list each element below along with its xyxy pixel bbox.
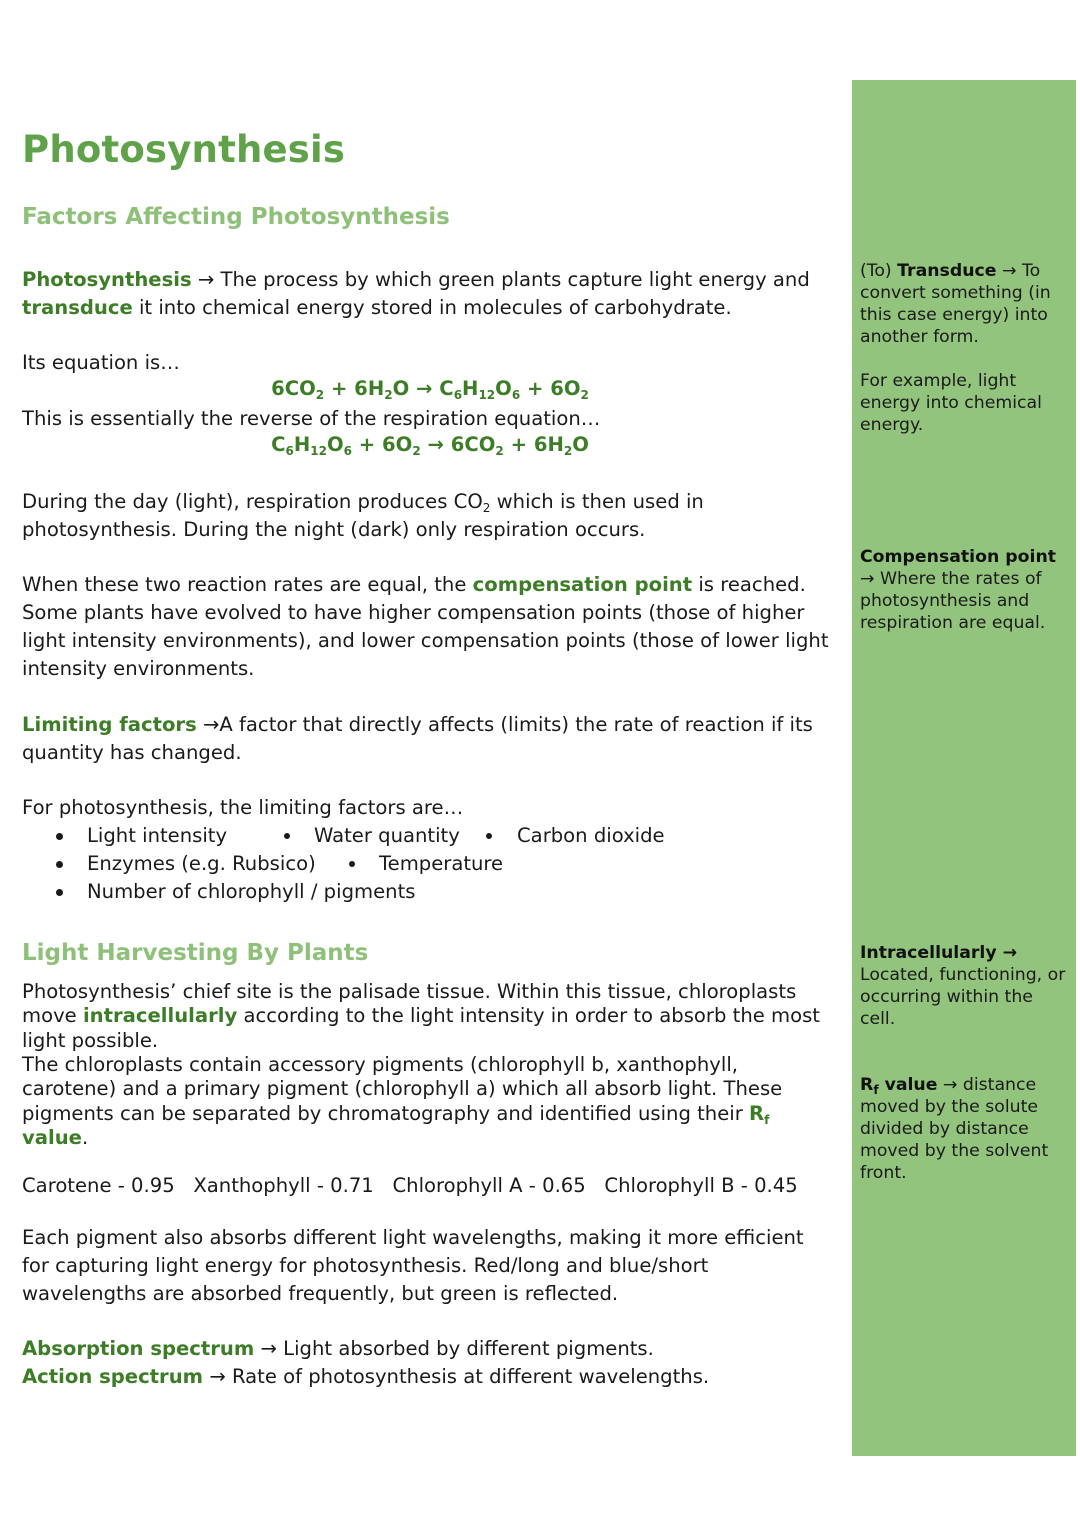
keyword-transduce: transduce xyxy=(22,296,133,319)
bullet-icon xyxy=(56,833,63,840)
respiration-equation: $C_6H_{12}O_6 + 6O_2 \to 6CO_2 + 6H_2O$ xyxy=(271,433,589,458)
bullet-icon xyxy=(56,861,63,868)
day-night-paragraph: During the day (light), respiration produces $CO_2$ which is then used in photosynthesis. During the night (dark) only respiration occurs. xyxy=(22,490,704,541)
equation-intro: Its equation is… xyxy=(22,351,180,374)
action-spectrum-definition: Action spectrum → Rate of photosynthesis at different wavelengths. xyxy=(22,1365,710,1388)
list-item: Carbon dioxide xyxy=(517,824,665,847)
list-item: Light intensity xyxy=(87,824,228,847)
keyword-intracellularly: intracellularly xyxy=(82,1004,238,1028)
keyword-limiting-factors: Limiting factors xyxy=(22,713,197,736)
bullet-icon xyxy=(486,833,492,839)
list-item: Temperature xyxy=(379,852,504,875)
photosynthesis-definition: Photosynthesis → The process by which green plants capture light energy and transduce it into chemical energy stored in molecules of carbohydrate. xyxy=(22,268,810,319)
list-item: Number of chlorophyll / pigments xyxy=(87,880,416,903)
wavelengths-paragraph: Each pigment also absorbs different light wavelengths, making it more efficient for capturing light energy for photosynthesis. Red/long and blue/short wavelengths are absorbed frequently, but green is reflected. xyxy=(22,1226,804,1305)
keyword-compensation-point: compensation point xyxy=(472,573,693,596)
section-heading-light-harvesting: Light Harvesting By Plants xyxy=(22,940,369,966)
keyword-rf-value: $R_f$ value xyxy=(22,1101,770,1150)
limiting-factors-intro: For photosynthesis, the limiting factors are… xyxy=(22,796,464,819)
keyword-photosynthesis: Photosynthesis xyxy=(22,268,192,291)
bullet-icon xyxy=(284,833,290,839)
photosynthesis-equation: $6CO_2 + 6H_2O \to C_6H_{12}O_6 + 6O_2$ xyxy=(271,377,589,402)
rf-values-line: Carotene - 0.95 Xanthophyll - 0.71 Chlorophyll A - 0.65 Chlorophyll B - 0.45 xyxy=(22,1174,798,1197)
note-transduce-example: For example, light energy into chemical energy. xyxy=(860,371,1042,435)
absorption-spectrum-definition: Absorption spectrum → Light absorbed by different pigments. xyxy=(22,1337,654,1360)
limiting-factors-list xyxy=(0,822,840,912)
list-item: Water quantity xyxy=(314,824,460,847)
note-intracellularly: Intracellularly → Located, functioning, or occurring within the cell. xyxy=(860,943,1066,1029)
chloroplast-paragraph: Photosynthesis’ chief site is the palisade tissue. Within this tissue, chloroplasts move intracellularly according to the light intensity in order to absorb the most light possible. xyxy=(22,980,820,1052)
list-item: Enzymes (e.g. Rubsico) xyxy=(87,852,316,875)
limiting-factors-definition: Limiting factors →A factor that directly affects (limits) the rate of reaction if its quantity has changed. xyxy=(22,713,813,764)
section-heading-factors: Factors Affecting Photosynthesis xyxy=(22,204,450,230)
pigments-paragraph: The chloroplasts contain accessory pigments (chlorophyll b, xanthophyll, carotene) and a primary pigment (chlorophyll a) which all absorb light. These pigments can be separated by chromatography and identified using their $R_f$ value. xyxy=(22,1053,783,1150)
page-title: Photosynthesis xyxy=(22,128,346,171)
note-transduce: (To) Transduce → To convert something (in this case energy) into another form. xyxy=(860,261,1051,347)
keyword-action-spectrum: Action spectrum xyxy=(22,1365,204,1388)
note-rf-value: $R_f$ value → distance moved by the solute divided by distance moved by the solvent front. xyxy=(860,1075,1049,1183)
note-compensation-point: Compensation point → Where the rates of photosynthesis and respiration are equal. xyxy=(860,547,1057,633)
keyword-absorption-spectrum: Absorption spectrum xyxy=(22,1337,255,1360)
respiration-intro: This is essentially the reverse of the respiration equation… xyxy=(22,407,601,430)
compensation-paragraph: When these two reaction rates are equal, the compensation point is reached. Some plants have evolved to have higher compensation points (those of higher light intensity environments), and lower compensation points (those of lower light intensity environments. xyxy=(22,573,829,680)
bullet-icon xyxy=(349,861,355,867)
bullet-icon xyxy=(56,889,63,896)
